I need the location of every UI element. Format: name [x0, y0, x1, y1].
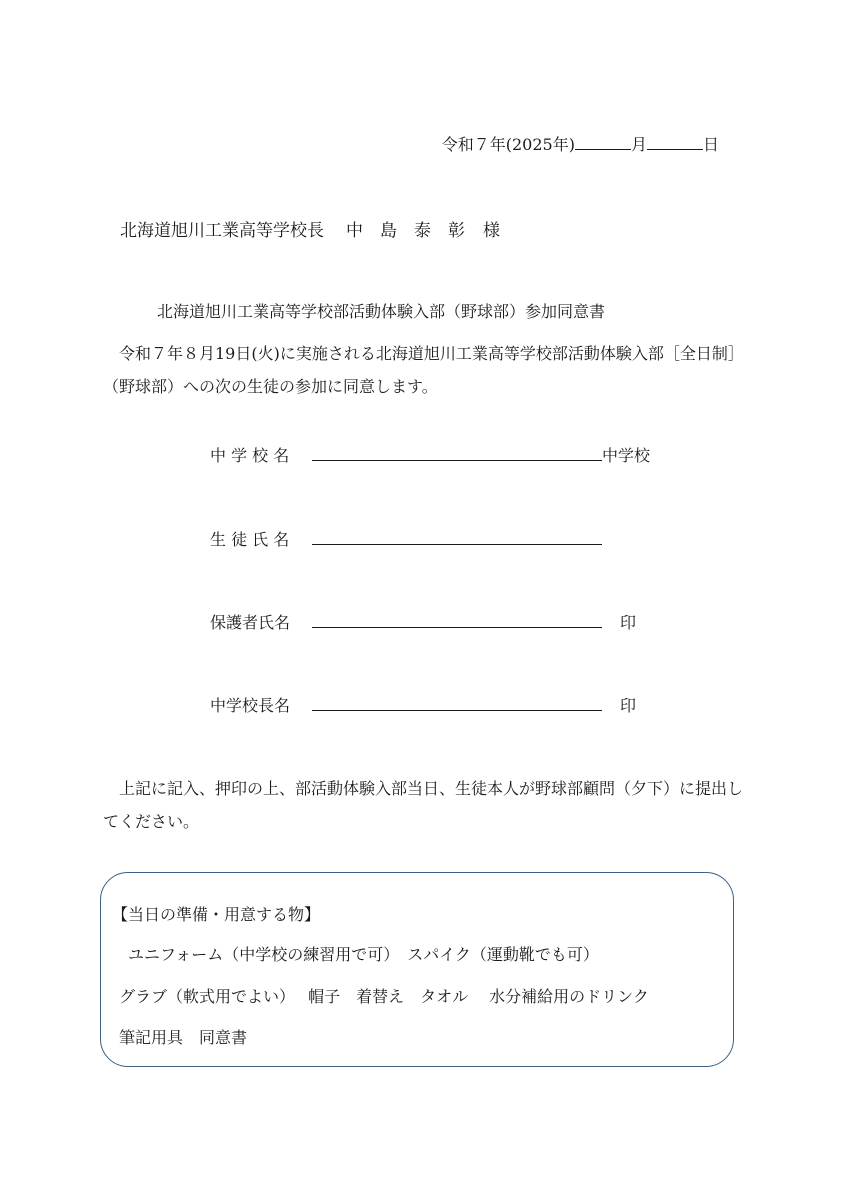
principal-name-line[interactable]	[312, 692, 602, 711]
preparation-line: グラブ（軟式用でよい） 帽子 着替え タオル 水分補給用のドリンク	[119, 987, 649, 1006]
field-label: 生 徒 氏 名	[210, 530, 290, 549]
field-principal-name	[210, 692, 636, 716]
preparation-line: ユニフォーム（中学校の練習用で可） スパイク（運動靴でも可）	[128, 945, 599, 964]
addressee-name: 中 島 泰 彰	[346, 221, 465, 241]
student-name-line[interactable]	[312, 526, 602, 545]
preparation-title: 【当日の準備・用意する物】	[112, 905, 321, 924]
field-label: 中 学 校 名	[210, 446, 290, 465]
guardian-name-line[interactable]	[312, 609, 602, 628]
addressee	[120, 216, 500, 241]
addressee-org: 北海道旭川工業高等学校長	[120, 221, 324, 241]
field-suffix: 中学校	[602, 446, 651, 465]
day-blank	[647, 135, 703, 150]
preparation-line: 筆記用具 同意書	[119, 1028, 248, 1047]
addressee-honorific: 様	[483, 221, 500, 241]
seal-mark: 印	[620, 696, 637, 715]
day-label: 日	[702, 135, 719, 154]
date-line	[442, 132, 719, 155]
field-guardian-name	[210, 609, 636, 633]
month-blank	[575, 135, 631, 150]
document-title: 北海道旭川工業高等学校部活動体験入部（野球部）参加同意書	[157, 302, 606, 321]
instruction-paragraph: 上記に記入、押印の上、部活動体験入部当日、生徒本人が野球部顧問（夕下）に提出してください。	[103, 779, 744, 831]
field-junior-high-name	[210, 442, 650, 466]
field-label: 保護者氏名	[210, 613, 291, 632]
consent-paragraph: 令和７年８月19日(火)に実施される北海道旭川工業高等学校部活動体験入部［全日制］（野球部）への次の生徒の参加に同意します。	[103, 344, 744, 396]
month-label: 月	[630, 135, 647, 154]
seal-mark: 印	[620, 613, 637, 632]
date-era: 令和７年(2025年)	[441, 135, 575, 154]
field-label: 中学校長名	[210, 696, 291, 715]
field-student-name	[210, 526, 602, 550]
junior-high-name-line[interactable]	[312, 442, 602, 461]
